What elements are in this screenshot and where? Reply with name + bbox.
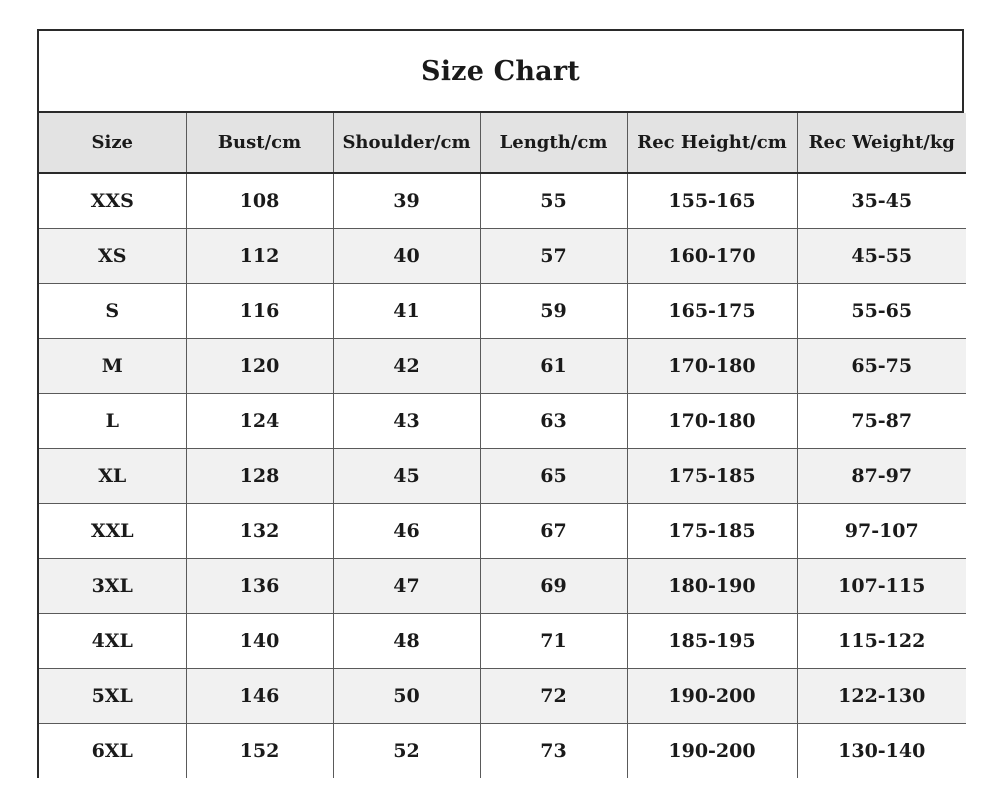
cell-rec-weight: 115-122 <box>797 614 966 669</box>
table-row <box>39 229 966 284</box>
cell-length: 61 <box>480 339 627 394</box>
table-row <box>39 284 966 339</box>
cell-rec-weight: 107-115 <box>797 559 966 614</box>
cell-rec-height: 190-200 <box>627 669 797 724</box>
cell-shoulder: 43 <box>333 394 480 449</box>
cell-rec-weight: 122-130 <box>797 669 966 724</box>
cell-bust: 108 <box>186 173 333 229</box>
cell-shoulder: 42 <box>333 339 480 394</box>
cell-shoulder: 39 <box>333 173 480 229</box>
cell-length: 63 <box>480 394 627 449</box>
cell-rec-weight: 87-97 <box>797 449 966 504</box>
cell-length: 59 <box>480 284 627 339</box>
cell-bust: 116 <box>186 284 333 339</box>
title-row <box>39 31 962 113</box>
cell-length: 69 <box>480 559 627 614</box>
table-row <box>39 339 966 394</box>
cell-length: 67 <box>480 504 627 559</box>
cell-size: XL <box>39 449 186 504</box>
cell-size: S <box>39 284 186 339</box>
cell-rec-height: 155-165 <box>627 173 797 229</box>
cell-shoulder: 45 <box>333 449 480 504</box>
cell-bust: 152 <box>186 724 333 779</box>
cell-rec-weight: 45-55 <box>797 229 966 284</box>
cell-length: 72 <box>480 669 627 724</box>
cell-bust: 132 <box>186 504 333 559</box>
table-row <box>39 614 966 669</box>
cell-length: 65 <box>480 449 627 504</box>
header-bust: Bust/cm <box>186 113 333 173</box>
cell-bust: 136 <box>186 559 333 614</box>
cell-rec-height: 175-185 <box>627 504 797 559</box>
header-rec-height: Rec Height/cm <box>627 113 797 173</box>
header-rec-weight: Rec Weight/kg <box>797 113 966 173</box>
cell-length: 71 <box>480 614 627 669</box>
table-row <box>39 504 966 559</box>
cell-shoulder: 46 <box>333 504 480 559</box>
cell-length: 73 <box>480 724 627 779</box>
cell-size: XXS <box>39 173 186 229</box>
cell-shoulder: 47 <box>333 559 480 614</box>
cell-size: 4XL <box>39 614 186 669</box>
cell-shoulder: 52 <box>333 724 480 779</box>
cell-bust: 112 <box>186 229 333 284</box>
size-table <box>39 113 966 778</box>
table-row <box>39 173 966 229</box>
cell-rec-weight: 130-140 <box>797 724 966 779</box>
header-shoulder: Shoulder/cm <box>333 113 480 173</box>
cell-rec-height: 185-195 <box>627 614 797 669</box>
table-row <box>39 394 966 449</box>
cell-size: XXL <box>39 504 186 559</box>
table-row <box>39 669 966 724</box>
cell-rec-height: 190-200 <box>627 724 797 779</box>
cell-bust: 146 <box>186 669 333 724</box>
cell-size: 6XL <box>39 724 186 779</box>
cell-size: XS <box>39 229 186 284</box>
cell-bust: 140 <box>186 614 333 669</box>
cell-rec-weight: 97-107 <box>797 504 966 559</box>
cell-bust: 120 <box>186 339 333 394</box>
cell-shoulder: 50 <box>333 669 480 724</box>
cell-size: L <box>39 394 186 449</box>
cell-size: 5XL <box>39 669 186 724</box>
cell-bust: 128 <box>186 449 333 504</box>
table-row <box>39 559 966 614</box>
table-row <box>39 724 966 779</box>
cell-rec-height: 165-175 <box>627 284 797 339</box>
cell-size: 3XL <box>39 559 186 614</box>
header-size: Size <box>39 113 186 173</box>
cell-rec-weight: 55-65 <box>797 284 966 339</box>
table-header <box>39 113 966 173</box>
cell-length: 55 <box>480 173 627 229</box>
header-row <box>39 113 966 173</box>
cell-bust: 124 <box>186 394 333 449</box>
cell-rec-height: 160-170 <box>627 229 797 284</box>
cell-shoulder: 40 <box>333 229 480 284</box>
cell-rec-height: 170-180 <box>627 394 797 449</box>
size-chart <box>37 29 964 778</box>
cell-rec-height: 180-190 <box>627 559 797 614</box>
cell-rec-height: 175-185 <box>627 449 797 504</box>
cell-rec-weight: 65-75 <box>797 339 966 394</box>
cell-shoulder: 48 <box>333 614 480 669</box>
cell-rec-weight: 35-45 <box>797 173 966 229</box>
cell-size: M <box>39 339 186 394</box>
cell-shoulder: 41 <box>333 284 480 339</box>
cell-rec-height: 170-180 <box>627 339 797 394</box>
header-length: Length/cm <box>480 113 627 173</box>
table-row <box>39 449 966 504</box>
table-body <box>39 173 966 778</box>
cell-length: 57 <box>480 229 627 284</box>
chart-title: Size Chart <box>421 55 580 87</box>
cell-rec-weight: 75-87 <box>797 394 966 449</box>
